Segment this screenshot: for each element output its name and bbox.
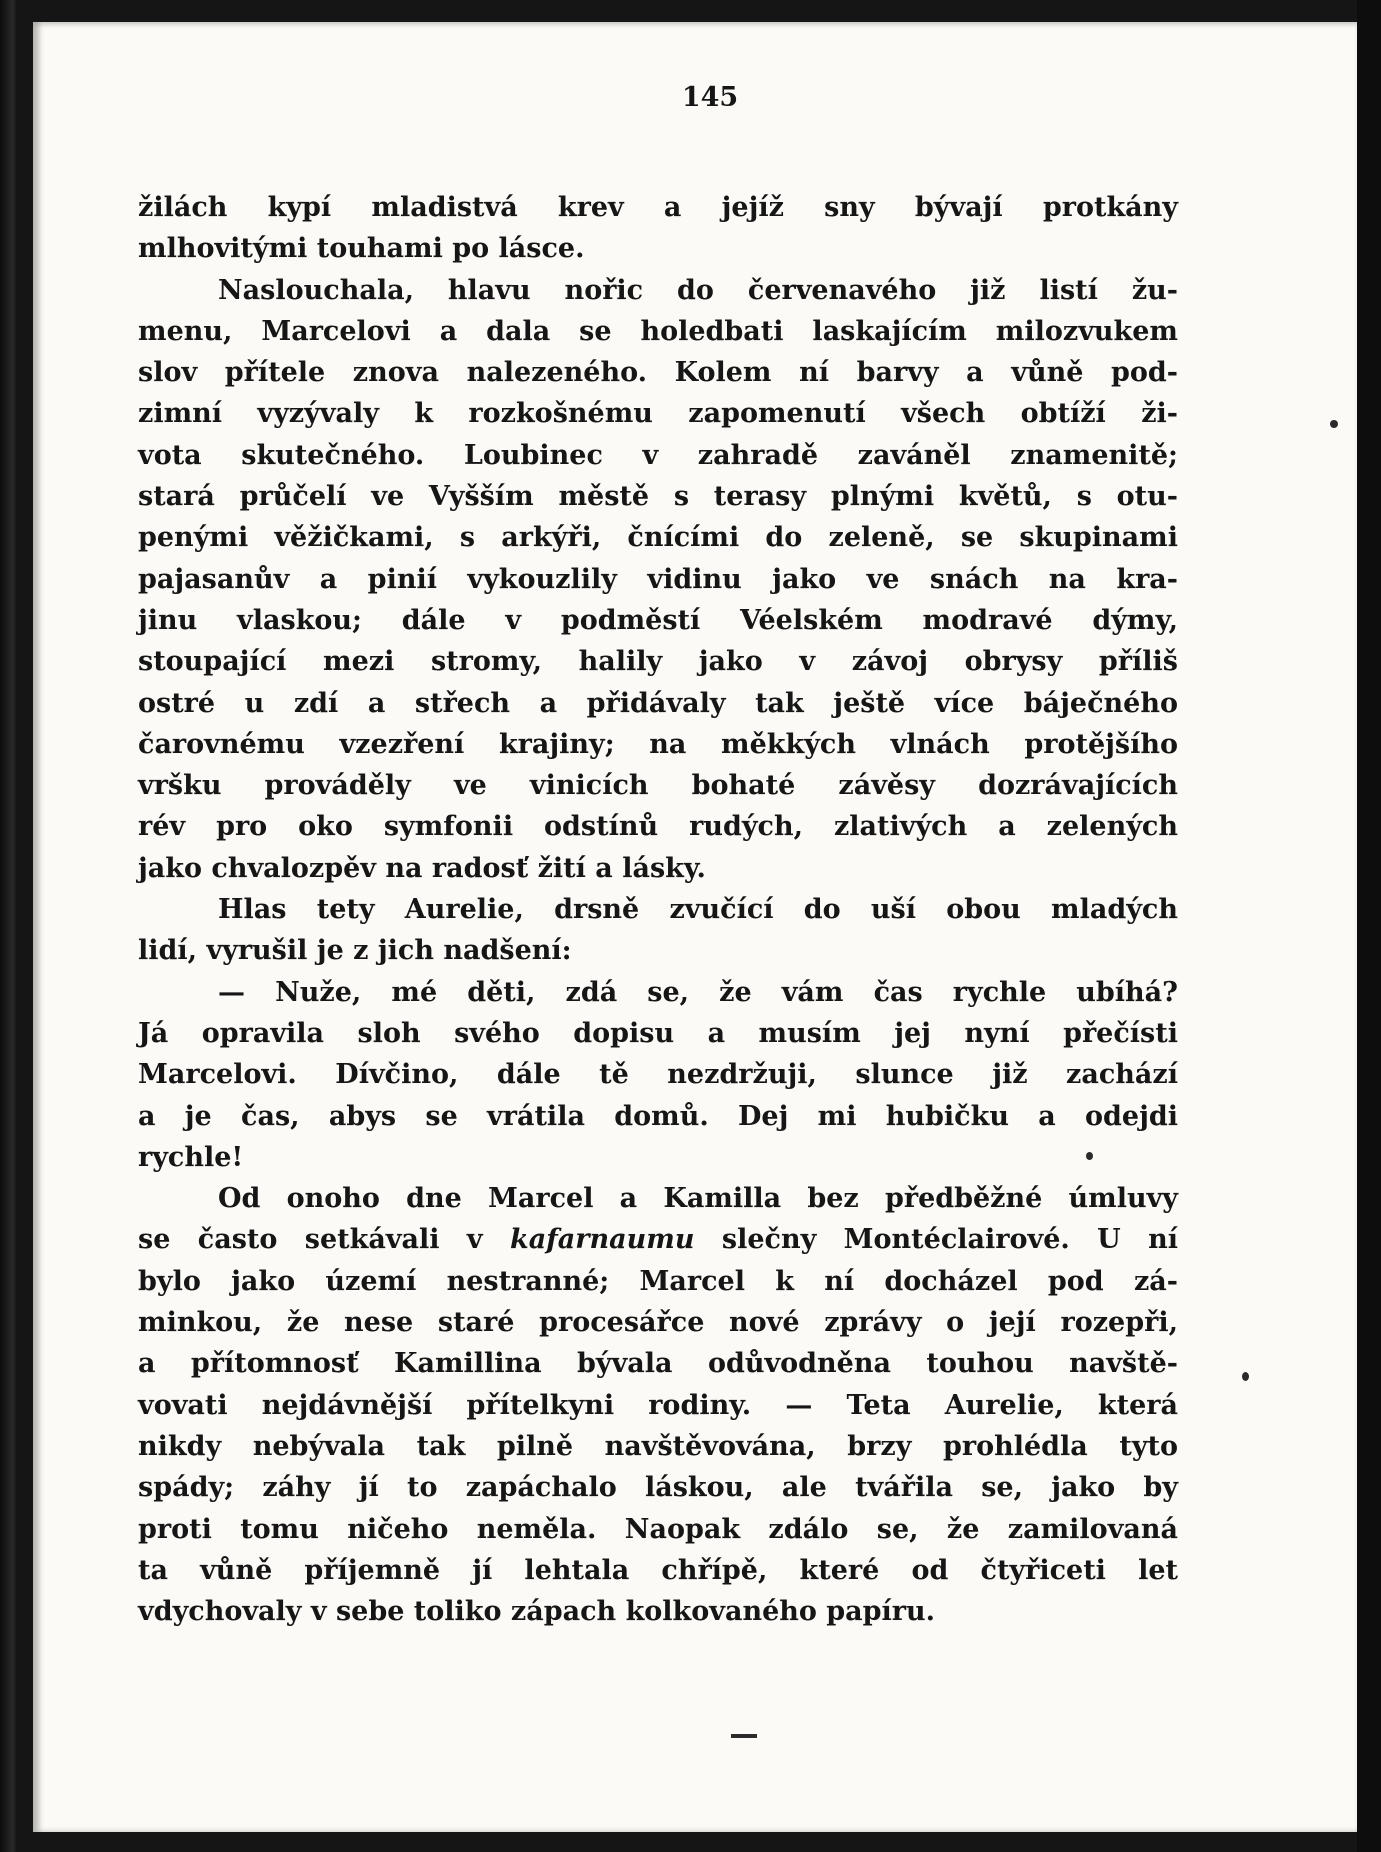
text-line [138, 476, 1178, 517]
text-line-content: vovati nejdávnější přítelkyni rodiny. — Teta Aurelie, která [138, 1389, 1178, 1421]
binding-shadow [0, 0, 18, 1852]
text-line [138, 1343, 1178, 1384]
text-line-content: penými věžičkami, s arkýři, čnícími do zeleně, se skupinami [138, 522, 1178, 554]
ink-speck [1086, 1152, 1093, 1160]
italic-word: kafarnaumu [509, 1224, 695, 1256]
text-line-content: slov přítele znova nalezeného. Kolem ní barvy a vůně pod- [138, 357, 1178, 389]
ink-speck [1242, 1372, 1249, 1381]
text-line [138, 1261, 1178, 1302]
text-line [138, 435, 1178, 476]
text-line [138, 228, 1178, 269]
page-body-text [138, 187, 1178, 1632]
text-line [138, 683, 1178, 724]
text-line-content: lidí, vyrušil je z jich nadšení: [138, 935, 572, 967]
text-line-content: ostré u zdí a střech a přidávaly tak ještě více báječného [138, 687, 1178, 719]
text-line [138, 806, 1178, 847]
text-line-content: vršku prováděly ve vinicích bohaté závěsy dozrávajících [138, 770, 1178, 802]
text-line-content: žilách kypí mladistvá krev a jejíž sny bývají protkány [138, 192, 1178, 223]
text-line-content: stará průčelí ve Vyšším městě s terasy plnými květů, s otu- [138, 481, 1178, 513]
text-line [138, 1137, 1178, 1178]
text-line [138, 765, 1178, 806]
text-line [138, 1467, 1178, 1508]
text-line-content: jinu vlaskou; dále v podměstí Véelském modravé dýmy, [138, 604, 1178, 636]
text-line [138, 270, 1178, 311]
text-line-content: menu, Marcelovi a dala se holedbati laskajícím milozvukem [138, 315, 1178, 347]
text-line-content: — Nuže, mé děti, zdá se, že vám čas rychle ubíhá? [218, 976, 1178, 1008]
text-line-content: mlhovitými touhami po lásce. [138, 233, 585, 265]
text-line [138, 393, 1178, 434]
text-line [138, 1550, 1178, 1591]
text-line [138, 352, 1178, 393]
text-line [138, 1426, 1178, 1467]
text-line [138, 724, 1178, 765]
text-line [138, 311, 1178, 352]
text-line [138, 972, 1178, 1013]
text-line [138, 930, 1178, 971]
text-line [138, 1054, 1178, 1095]
text-line [138, 641, 1178, 682]
text-line [138, 1509, 1178, 1550]
text-line-continuation: slečny Montéclairové. U ní [694, 1224, 1178, 1256]
text-line-content: stoupající mezi stromy, halily jako v závoj obrysy příliš [138, 646, 1178, 678]
text-line [138, 1013, 1178, 1054]
text-line [138, 1219, 1178, 1260]
text-line [138, 517, 1178, 558]
text-line-content: proti tomu ničeho neměla. Naopak zdálo se, že zamilovaná [138, 1513, 1178, 1545]
text-line [138, 848, 1178, 889]
text-line-content: a je čas, abys se vrátila domů. Dej mi hubičku a odejdi [138, 1100, 1178, 1132]
text-line-content: rychle! [138, 1141, 244, 1173]
text-line-content: jako chvalozpěv na radosť žití a lásky. [138, 852, 706, 884]
text-line [138, 600, 1178, 641]
scan-right-border [1357, 0, 1381, 1852]
text-line-content: vota skutečného. Loubinec v zahradě zaváněl znamenitě; [138, 439, 1178, 471]
text-line-content: Marcelovi. Dívčino, dále tě nezdržuji, slunce již zachází [138, 1059, 1178, 1091]
text-line [138, 889, 1178, 930]
text-line-content: Já opravila sloh svého dopisu a musím jej nyní přečísti [138, 1017, 1178, 1049]
ink-speck [1330, 420, 1338, 428]
text-line [138, 1385, 1178, 1426]
text-line-content: minkou, že nese staré procesářce nové zprávy o její rozepři, [138, 1307, 1178, 1339]
page-number: 145 [681, 82, 739, 113]
text-line [138, 187, 1178, 228]
text-line-content: Hlas tety Aurelie, drsně zvučící do uší obou mladých [218, 894, 1178, 926]
text-line-content: vdychovaly v sebe toliko zápach kolkovaného papíru. [138, 1596, 936, 1628]
text-line [138, 1591, 1178, 1632]
text-line-content: čarovnému vzezření krajiny; na měkkých vlnách protějšího [138, 728, 1178, 760]
text-line [138, 559, 1178, 600]
text-line-content: Od onoho dne Marcel a Kamilla bez předběžné úmluvy [218, 1183, 1178, 1215]
text-line-content: spády; záhy jí to zapáchalo láskou, ale tvářila se, jako by [138, 1472, 1178, 1504]
text-line [138, 1178, 1178, 1219]
text-line-content: a přítomnosť Kamillina bývala odůvodněna touhou navště- [138, 1348, 1178, 1380]
text-line-content: pajasanův a pinií vykouzlily vidinu jako ve snách na kra- [138, 563, 1178, 595]
text-line-content: Naslouchala, hlavu nořic do červenavého již listí žu- [218, 274, 1178, 306]
text-line-content: rév pro oko symfonii odstínů rudých, zlativých a zelených [138, 811, 1178, 843]
text-line-content: se často setkávali v [138, 1224, 510, 1256]
text-line [138, 1096, 1178, 1137]
text-line-content: ta vůně příjemně jí lehtala chřípě, které od čtyřiceti let [138, 1554, 1178, 1586]
text-line [138, 1302, 1178, 1343]
text-line-content: nikdy nebývala tak pilně navštěvována, brzy prohlédla tyto [138, 1430, 1178, 1462]
text-line-content: bylo jako území nestranné; Marcel k ní docházel pod zá- [138, 1265, 1178, 1297]
footer-mark [731, 1734, 757, 1738]
book-page [33, 22, 1357, 1832]
text-line-content: zimní vyzývaly k rozkošnému zapomenutí všech obtíží ži- [138, 398, 1178, 430]
